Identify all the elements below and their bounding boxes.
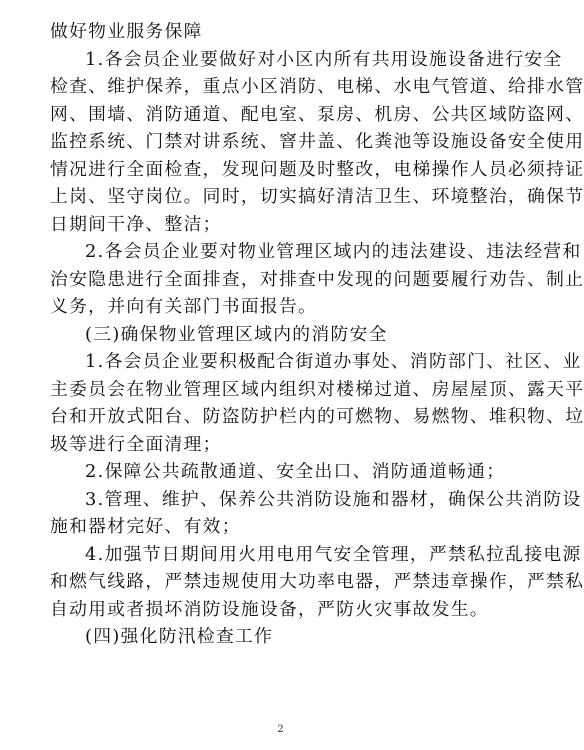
text-line: 上岗、坚守岗位。同时，切实搞好清洁卫生、环境整治，确保节 [50,186,584,207]
text-line: 台和开放式阳台、防盗防护栏内的可燃物、易燃物、堆积物、垃 [50,406,584,427]
text-line: 2.保障公共疏散通道、安全出口、消防通道畅通； [85,461,506,482]
text-line: 自动用或者损坏消防设施设备，严防火灾事故发生。 [50,598,489,620]
text-line: 3.管理、维护、保养公共消防设施和器材，确保公共消防设 [85,488,582,510]
text-line: 施和器材完好、有效； [50,516,241,537]
text-line: 义务，并向有关部门书面报告。 [50,296,318,317]
section-heading: (三)确保物业管理区域内的消防安全 [85,323,388,345]
text-line: 治安隐患进行全面排查，对排查中发现的问题要履行劝告、制止 [50,268,584,290]
text-line: 2.各会员企业要对物业管理区域内的违法建设、违法经营和 [85,241,582,262]
text-line: 监控系统、门禁对讲系统、窨井盖、化粪池等设施设备安全使用 [50,131,584,152]
page-number: 2 [277,724,284,735]
text-line: 日期间干净、整洁； [50,213,222,235]
text-line: 4.加强节日期间用火用电用气安全管理，严禁私拉乱接电源 [85,543,582,565]
text-line: 和燃气线路，严禁违规使用大功率电器，严禁违章操作，严禁私 [50,571,584,592]
section-heading: (四)强化防汛检查工作 [85,626,274,647]
text-line: 情况进行全面检查，发现问题及时整改，电梯操作人员必须持证 [50,158,584,180]
text-line: 主委员会在物业管理区域内组织对楼梯过道、房屋屋顶、露天平 [50,378,584,400]
text-line: 检查、维护保养，重点小区消防、电梯、水电气管道、给排水管 [50,76,584,97]
document-body [50,18,584,651]
text-line: 做好物业服务保障 [50,21,203,42]
text-line: 网、围墙、消防通道、配电室、泵房、机房、公共区域防盗网、 [50,103,584,125]
text-line: 1.各会员企业要做好对小区内所有共用设施设备进行安全 [85,48,563,70]
text-line: 1.各会员企业要积极配合街道办事处、消防部门、社区、业 [85,351,582,372]
text-line: 圾等进行全面清理； [50,433,222,455]
